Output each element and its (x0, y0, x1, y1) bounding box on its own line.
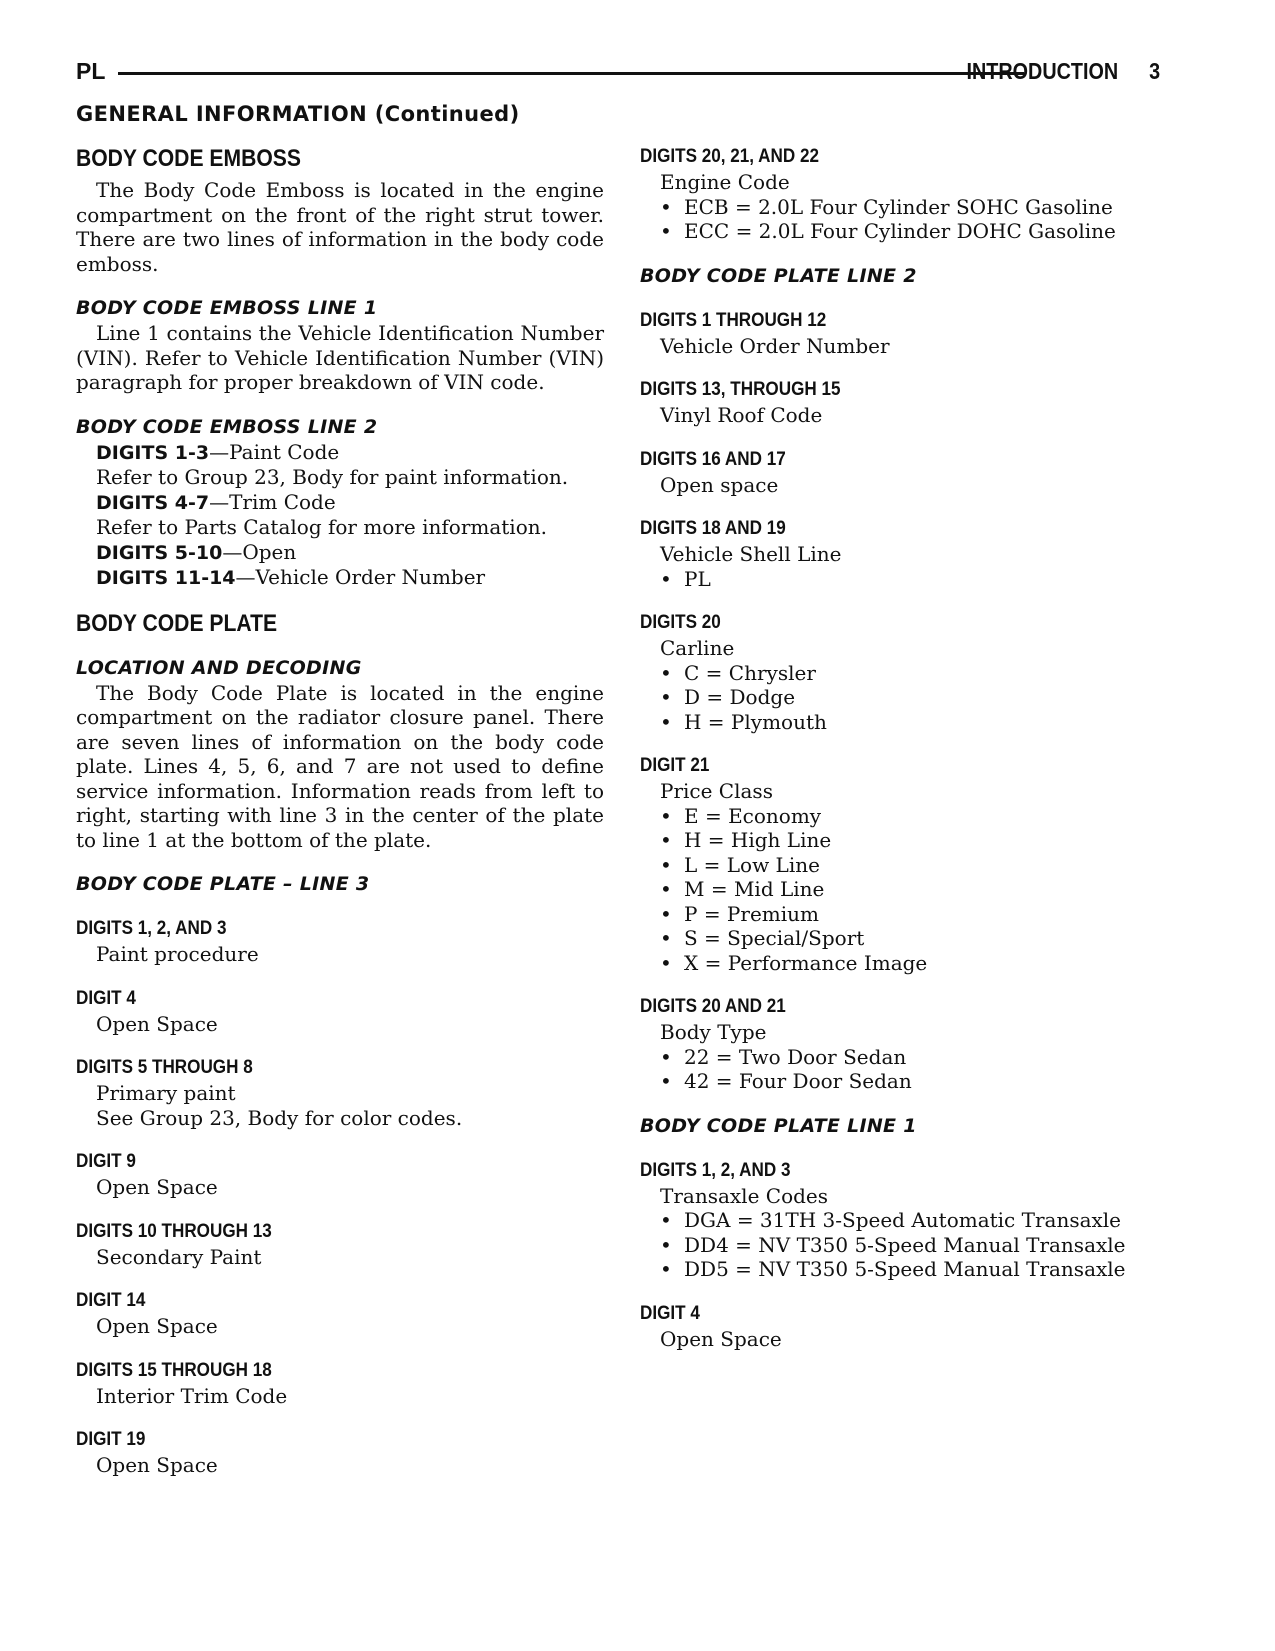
digit-entry (640, 308, 1160, 359)
bullet-text: PL (684, 566, 711, 591)
plate-location-text: The Body Code Plate is located in the engine compartment on the radiator closure panel. There are seven lines of information on the body code plate. Lines 4, 5, 6, and 7 are not used to define service information. Information reads from left to right, starting with line 3 in the center of the plate to line 1 at the bottom of the plate. (76, 680, 604, 852)
bullet-item (640, 951, 1160, 976)
bullet-icon: • (660, 877, 672, 901)
bullet-icon: • (660, 1044, 672, 1069)
digit-description: Primary paint (96, 1081, 236, 1105)
digit-description: See Group 23, Body for color codes. (96, 1105, 463, 1130)
bullet-item (640, 877, 1160, 902)
digit-description: Vinyl Roof Code (660, 403, 823, 427)
bullet-icon: • (660, 219, 672, 243)
digit-description: Price Class (660, 779, 773, 803)
plate-line1-title: BODY CODE PLATE LINE 1 (640, 1114, 917, 1137)
digit-entry (76, 1427, 604, 1478)
digit-entry (640, 377, 1160, 428)
plate-title: BODY CODE PLATE (76, 609, 278, 637)
header-model: PL (76, 58, 106, 84)
plate-line3-entries (76, 916, 604, 1478)
digit-label: DIGITS 20 AND 21 (640, 996, 786, 1017)
digit-label: DIGIT 4 (76, 987, 136, 1009)
digit-description: Vehicle Order Number (660, 333, 890, 358)
bullet-icon: • (660, 685, 672, 709)
bullet-text: DD5 = NV T350 5-Speed Manual Transaxle (684, 1257, 1126, 1281)
digit-label: DIGITS 1, 2, AND 3 (640, 1159, 791, 1181)
bullet-icon: • (660, 901, 672, 926)
digit-entry (76, 1358, 604, 1409)
bullet-icon: • (660, 566, 672, 591)
bullet-text: M = Mid Line (684, 877, 825, 901)
digit-label: DIGITS 20, 21, AND 22 (640, 146, 819, 167)
digit-label: DIGITS 1 THROUGH 12 (640, 309, 827, 331)
digit-entry (76, 986, 604, 1037)
bullet-text: E = Economy (684, 803, 822, 828)
digit-label: DIGITS 10 THROUGH 13 (76, 1220, 272, 1242)
digit-description: Paint procedure (96, 942, 259, 966)
header-section (935, 58, 1160, 85)
digit-entry (76, 916, 604, 967)
bullet-text: C = Chrysler (684, 660, 816, 685)
emboss-intro: The Body Code Emboss is located in the engine compartment on the front of the right strut tower. There are two lines of information in the body code emboss. (76, 178, 604, 276)
digit-description: Interior Trim Code (96, 1383, 288, 1408)
digit-entry (640, 1301, 1160, 1352)
bullet-text: ECC = 2.0L Four Cylinder DOHC Gasoline (684, 219, 1116, 243)
bullet-icon: • (660, 660, 672, 685)
digit-label: DIGIT 14 (76, 1290, 146, 1311)
digit-entry (640, 753, 1160, 975)
bullet-icon: • (660, 194, 672, 219)
general-info-title: GENERAL INFORMATION (Continued) (76, 102, 520, 126)
plate-line2-title: BODY CODE PLATE LINE 2 (640, 264, 917, 287)
digit-description: Open Space (96, 1314, 218, 1338)
digit-description: Body Type (660, 1020, 767, 1044)
plate-location-title: LOCATION AND DECODING (76, 656, 362, 679)
digit-entry (76, 1219, 604, 1270)
emboss-line2-item: DIGITS 5-10—Open (96, 539, 297, 564)
bullet-item (640, 195, 1160, 220)
bullet-icon: • (660, 950, 672, 975)
digit-description: Open Space (96, 1453, 218, 1477)
bullet-item (640, 219, 1160, 244)
digit-label: DIGITS 15 THROUGH 18 (76, 1359, 272, 1381)
bullet-text: X = Performance Image (684, 950, 928, 975)
bullet-icon: • (660, 803, 672, 828)
emboss-line2-item: DIGITS 4-7—Trim Code (96, 489, 336, 514)
digit-label: DIGIT 4 (640, 1302, 700, 1324)
bullet-text: S = Special/Sport (684, 926, 865, 950)
digit-label: DIGIT 21 (640, 755, 710, 776)
digit-description: Engine Code (660, 170, 790, 194)
digit-description: Open Space (96, 1175, 218, 1199)
emboss-line2-item: DIGITS 1-3—Paint Code (96, 439, 340, 464)
emboss-title: BODY CODE EMBOSS (76, 145, 301, 172)
digit-description: Open Space (660, 1326, 782, 1351)
bullet-item (640, 1233, 1160, 1258)
bullet-icon: • (660, 852, 672, 877)
bullet-item (640, 685, 1160, 710)
bullet-icon: • (660, 1257, 672, 1281)
bullet-icon: • (660, 828, 672, 852)
emboss-line1-title: BODY CODE EMBOSS LINE 1 (76, 297, 378, 319)
bullet-item (640, 828, 1160, 853)
bullet-text: L = Low Line (684, 852, 820, 877)
emboss-line2-item: Refer to Parts Catalog for more information. (96, 515, 547, 539)
bullet-item (640, 1208, 1160, 1233)
bullet-text: H = Plymouth (684, 709, 827, 734)
page-header (76, 58, 1160, 90)
bullet-text: ECB = 2.0L Four Cylinder SOHC Gasoline (684, 194, 1113, 219)
emboss-line2-title: BODY CODE EMBOSS LINE 2 (76, 415, 378, 438)
header-rule (118, 72, 1024, 75)
digits-20-22-block (640, 144, 1160, 244)
header-section-title: INTRODUCTION (966, 58, 1119, 84)
emboss-line2-list (76, 440, 604, 591)
digit-label: DIGITS 1, 2, AND 3 (76, 918, 227, 939)
digit-label: DIGITS 16 AND 17 (640, 448, 786, 470)
bullet-icon: • (660, 1232, 672, 1257)
bullet-item (640, 804, 1160, 829)
bullet-icon: • (660, 709, 672, 734)
bullet-text: 42 = Four Door Sedan (684, 1069, 912, 1093)
bullet-item (640, 1045, 1160, 1070)
bullet-text: 22 = Two Door Sedan (684, 1044, 907, 1069)
digit-label: DIGITS 18 AND 19 (640, 518, 786, 539)
bullet-item (640, 710, 1160, 735)
bullet-item (640, 1257, 1160, 1282)
emboss-line1-text: Line 1 contains the Vehicle Identification Number (VIN). Refer to Vehicle Identification Number (VIN) paragraph for proper breakdown of VIN code. (76, 321, 604, 394)
right-column (640, 144, 1160, 1351)
plate-line1-entries (640, 1158, 1160, 1352)
bullet-item (640, 661, 1160, 686)
digit-description: Vehicle Shell Line (660, 542, 842, 566)
digit-description: Transaxle Codes (660, 1183, 829, 1208)
bullet-item (640, 567, 1160, 592)
digit-label: DIGITS 20 (640, 612, 721, 633)
digit-description: Secondary Paint (96, 1244, 262, 1269)
bullet-icon: • (660, 1069, 672, 1093)
bullet-icon: • (660, 926, 672, 950)
digit-entry (76, 1288, 604, 1339)
digit-label: DIGIT 19 (76, 1429, 146, 1450)
bullet-text: H = High Line (684, 828, 832, 852)
digit-entry (640, 1158, 1160, 1282)
digit-entry (640, 994, 1160, 1094)
digit-entry (640, 610, 1160, 734)
digit-entry (640, 144, 1160, 244)
page-number: 3 (1148, 58, 1160, 84)
digit-entry (76, 1149, 604, 1200)
plate-line3-title: BODY CODE PLATE – LINE 3 (76, 873, 370, 895)
bullet-item (640, 1069, 1160, 1094)
emboss-line2-item: Refer to Group 23, Body for paint information. (96, 465, 569, 489)
bullet-item (640, 853, 1160, 878)
emboss-line2-item: DIGITS 11-14—Vehicle Order Number (96, 565, 486, 589)
digit-entry (76, 1055, 604, 1130)
bullet-text: D = Dodge (684, 685, 796, 709)
bullet-item (640, 902, 1160, 927)
digit-label: DIGITS 13, THROUGH 15 (640, 379, 841, 400)
bullet-text: P = Premium (684, 901, 819, 926)
digit-description: Open Space (96, 1011, 218, 1036)
digit-description: Carline (660, 636, 735, 660)
bullet-text: DD4 = NV T350 5-Speed Manual Transaxle (684, 1232, 1126, 1257)
digit-description: Open space (660, 472, 779, 497)
digit-entry (640, 447, 1160, 498)
plate-line2-entries (640, 308, 1160, 1094)
bullet-text: DGA = 31TH 3-Speed Automatic Transaxle (684, 1208, 1122, 1232)
digit-entry (640, 516, 1160, 591)
left-column (76, 144, 604, 1478)
digit-label: DIGIT 9 (76, 1151, 136, 1172)
bullet-item (640, 926, 1160, 951)
bullet-icon: • (660, 1208, 672, 1232)
digit-label: DIGITS 5 THROUGH 8 (76, 1057, 253, 1078)
